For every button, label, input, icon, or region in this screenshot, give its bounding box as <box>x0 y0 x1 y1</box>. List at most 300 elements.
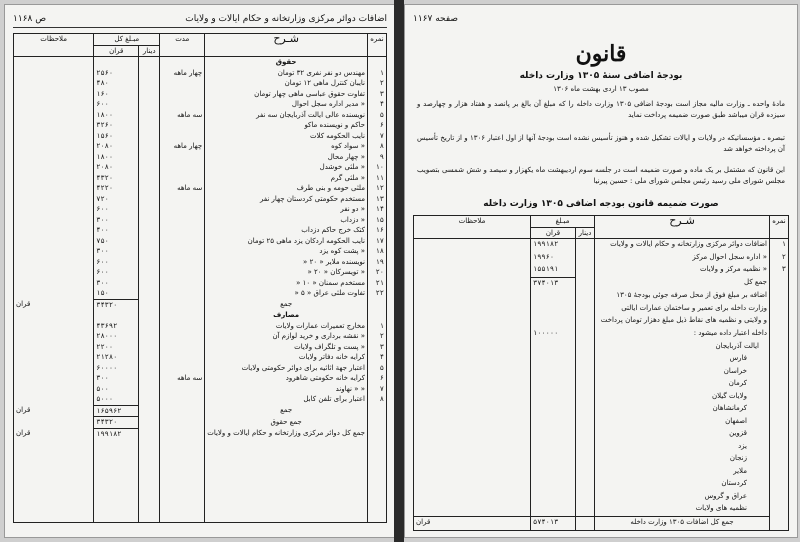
total-amount: ۵۷۴۰۱۳ <box>531 517 576 531</box>
duration-cell <box>160 331 205 342</box>
desc-cell: « پست و تلگراف ولایات <box>205 342 368 353</box>
table-row <box>414 252 789 265</box>
dinar-cell <box>139 321 160 332</box>
dinar-cell <box>576 328 595 341</box>
place-row <box>414 428 789 441</box>
dinar-cell <box>139 99 160 110</box>
dinar-cell <box>139 278 160 289</box>
desc-cell: « سواد کوه <box>205 141 368 152</box>
desc-cell: کرایه خانه حکومتی شاهرود <box>205 373 368 384</box>
qiran-cell: ۷۵۰ <box>94 236 139 247</box>
dinar-cell <box>139 267 160 278</box>
desc-cell: کرمانشاهان <box>595 403 770 416</box>
remarks-cell <box>14 310 94 321</box>
left-budget-table <box>13 33 387 523</box>
table-row <box>14 152 387 163</box>
note-line-row <box>414 315 789 328</box>
qiran-cell: ۲۲۰۰ <box>94 342 139 353</box>
row-no-cell: ۲۰ <box>368 267 387 278</box>
duration-cell <box>160 89 205 100</box>
desc-cell: « ملثی خوشدل <box>205 162 368 173</box>
total-unit <box>14 417 94 429</box>
total-label: جمع حقوق <box>205 417 368 429</box>
desc-cell: مهندس دو نفر نفری ۳۲ تومان <box>205 68 368 79</box>
row-no-cell: ۷ <box>368 384 387 395</box>
duration-cell <box>160 384 205 395</box>
duration-cell <box>160 352 205 363</box>
table-row <box>14 204 387 215</box>
qiran-cell: ۴۳۶۹۲ <box>94 321 139 332</box>
place-row <box>414 453 789 466</box>
duration-cell <box>160 131 205 142</box>
duration-cell <box>160 363 205 374</box>
total-amount: ۳۴۳۲۰ <box>94 417 139 429</box>
dinar-cell <box>576 315 595 328</box>
table-row <box>14 225 387 236</box>
remarks-cell <box>14 173 94 184</box>
qiran-cell: ۱۸۰۰ <box>94 152 139 163</box>
duration-cell: چهار ماهه <box>160 141 205 152</box>
dinar-cell <box>139 342 160 353</box>
desc-cell: ملثی حومه و بنی طرف <box>205 183 368 194</box>
grand-total-row <box>14 428 387 439</box>
col-remarks: ملاحظات <box>14 34 94 57</box>
col-row-no: نمره <box>368 34 387 57</box>
desc-cell: مخارج تعمیرات عمارات ولایات <box>205 321 368 332</box>
dinar-cell <box>576 403 595 416</box>
desc-cell: یزد <box>595 441 770 454</box>
qiran-cell: ۳۲۶۰ <box>94 120 139 131</box>
table-row <box>14 321 387 332</box>
row-no-cell <box>368 405 387 417</box>
qiran-cell <box>531 366 576 379</box>
law-subtitle: بودجهٔ اضافی سنهٔ ۱۳۰۵ وزارت داخله <box>519 71 683 81</box>
remarks-cell <box>14 141 94 152</box>
table-row <box>14 384 387 395</box>
table-row <box>14 68 387 79</box>
table-row <box>14 373 387 384</box>
duration-cell: سه ماهه <box>160 373 205 384</box>
qiran-cell: ۲۰۸۰ <box>94 162 139 173</box>
table-row <box>14 342 387 353</box>
row-no-cell <box>770 466 789 479</box>
place-row <box>414 378 789 391</box>
desc-cell: نایب الحکومه کلات <box>205 131 368 142</box>
qiran-cell: ۳۰۰ <box>94 373 139 384</box>
desc-cell: کرایه خانه دفاتر ولایات <box>205 352 368 363</box>
row-no-cell: ۲۲ <box>368 288 387 299</box>
duration-cell: چهار ماهه <box>160 68 205 79</box>
table-row <box>14 78 387 89</box>
table-row <box>414 264 789 277</box>
row-no-cell: ۲ <box>368 331 387 342</box>
remarks-cell <box>414 366 531 379</box>
row-no-cell: ۶ <box>368 120 387 131</box>
remarks-cell <box>14 120 94 131</box>
row-no-cell: ۱۵ <box>368 215 387 226</box>
desc-cell: نایبان کنترل ماهی ۱۲ تومان <box>205 78 368 89</box>
desc-cell: جمع کل <box>595 277 770 290</box>
qiran-cell: ۲۱۲۸۰ <box>94 352 139 363</box>
row-no-cell <box>368 57 387 68</box>
remarks-cell <box>14 162 94 173</box>
qiran-cell <box>531 315 576 328</box>
table-row <box>414 239 789 252</box>
qiran-cell: ۴۸۰ <box>94 78 139 89</box>
desc-cell: « نقشه برداری و خرید لوازم آن <box>205 331 368 342</box>
remarks-cell <box>14 204 94 215</box>
qiran-cell: ۳۰۰ <box>94 278 139 289</box>
col-desc: شـرح <box>205 34 368 57</box>
table-row <box>14 162 387 173</box>
dinar-cell <box>576 416 595 429</box>
dinar-cell <box>139 310 160 321</box>
duration-cell: سه ماهه <box>160 110 205 121</box>
col-duration: مدت <box>160 34 205 57</box>
desc-cell: « نظمیه مرکز و ولایات <box>595 264 770 277</box>
table-row <box>14 267 387 278</box>
row-no-cell: ۱۸ <box>368 246 387 257</box>
annex-title: صورت ضمیمه قانون بودجه اضافی ۱۳۰۵ وزارت داخله <box>483 199 719 209</box>
row-no-cell: ۱۰ <box>368 162 387 173</box>
desc-cell: نویسنده عالی ایالت آذربایجان سه نفر <box>205 110 368 121</box>
col-amount-total: مبـلغ کل <box>94 34 160 46</box>
table-row <box>14 194 387 205</box>
total-amount: ۳۴۳۲۰ <box>94 299 139 310</box>
row-no-cell <box>770 517 789 531</box>
row-no-cell: ۵ <box>368 363 387 374</box>
qiran-cell: ۴۰۰ <box>94 225 139 236</box>
duration-cell <box>160 194 205 205</box>
dinar-cell <box>139 57 160 68</box>
desc-cell: تفاوت ملثی عراق « ۵ « <box>205 288 368 299</box>
qiran-cell: ۳۰۰ <box>94 246 139 257</box>
desc-cell: نایب الحکومه اردکان یزد ماهی ۲۵ تومان <box>205 236 368 247</box>
col-qiran: قران <box>531 227 576 239</box>
place-row <box>414 391 789 404</box>
row-no-cell <box>770 353 789 366</box>
desc-cell: تفاوت حقوق عباسی ماهی چهار تومان <box>205 89 368 100</box>
remarks-cell <box>414 239 531 252</box>
row-no-cell <box>770 303 789 316</box>
remarks-cell <box>414 453 531 466</box>
remarks-cell <box>14 99 94 110</box>
row-no-cell: ۸ <box>368 394 387 405</box>
left-header-title: اضافات دوائر مرکزی وزارتخانه و حکام ایالات و ولایات <box>185 14 387 24</box>
table-row <box>14 173 387 184</box>
desc-cell: « دو نفر <box>205 204 368 215</box>
duration-cell <box>160 417 205 429</box>
qiran-cell: ۱۵۶۰ <box>94 131 139 142</box>
dinar-cell <box>139 89 160 100</box>
remarks-cell <box>414 290 531 303</box>
qiran-cell: ۲۸۰۰۰ <box>94 331 139 342</box>
row-no-cell: ۱۹ <box>368 257 387 268</box>
remarks-cell <box>414 315 531 328</box>
dinar-cell <box>576 303 595 316</box>
remarks-cell <box>414 403 531 416</box>
col-dinar: دینار <box>576 227 595 239</box>
total-unit: قران <box>14 428 94 439</box>
dinar-cell <box>139 299 160 310</box>
section-heading: مصارف <box>205 310 368 321</box>
desc-cell: مستخدم حکومتی کردستان چهار نفر <box>205 194 368 205</box>
law-title: قانون <box>575 41 627 67</box>
row-no-cell <box>770 441 789 454</box>
remarks-cell <box>414 478 531 491</box>
place-row <box>414 416 789 429</box>
total-unit: قران <box>414 517 531 531</box>
place-row <box>414 503 789 516</box>
remarks-cell <box>14 183 94 194</box>
row-no-cell <box>770 315 789 328</box>
row-no-cell: ۴ <box>368 99 387 110</box>
row-no-cell: ۱۳ <box>368 194 387 205</box>
dinar-cell <box>139 183 160 194</box>
table-row <box>14 215 387 226</box>
desc-cell: عراق و گروس <box>595 491 770 504</box>
dinar-cell <box>139 405 160 417</box>
col-remarks: ملاحظات <box>414 216 531 239</box>
remarks-cell <box>414 503 531 516</box>
dinar-cell <box>576 478 595 491</box>
qiran-cell <box>531 341 576 354</box>
duration-cell <box>160 162 205 173</box>
right-page <box>404 4 798 538</box>
place-row <box>414 466 789 479</box>
qiran-cell: ۱۹۹۱۸۲ <box>531 239 576 252</box>
qiran-cell <box>531 503 576 516</box>
place-row <box>414 478 789 491</box>
remarks-cell <box>14 236 94 247</box>
desc-cell: کتک خرج حاکم دزداب <box>205 225 368 236</box>
desc-cell: مستخدم سمنان « ۱۰ « <box>205 278 368 289</box>
dinar-cell <box>139 384 160 395</box>
row-no-cell <box>770 416 789 429</box>
dinar-cell <box>139 246 160 257</box>
row-no-cell <box>368 299 387 310</box>
total-amount: ۱۹۹۱۸۲ <box>94 428 139 439</box>
desc-cell: اصفهان <box>595 416 770 429</box>
dinar-cell <box>139 236 160 247</box>
duration-cell <box>160 310 205 321</box>
qiran-cell <box>531 391 576 404</box>
enactment-paragraph: این قانون که مشتمل بر یک ماده و صورت ضمیمه است در جلسه سوم اردیبهشت ماه یکهزار و سیصد و شش شمسی بتصویب مجلس شورای ملی رسید رئیس مجلس شورای ملی : حسین پیرنیا <box>417 166 785 185</box>
total-label: جمع <box>205 299 368 310</box>
dinar-cell <box>139 257 160 268</box>
remarks-cell <box>14 89 94 100</box>
desc-cell: ولایات گیلان <box>595 391 770 404</box>
remarks-cell <box>414 391 531 404</box>
remarks-cell <box>14 352 94 363</box>
duration-cell <box>160 173 205 184</box>
row-no-cell: ۱۱ <box>368 173 387 184</box>
place-row <box>414 403 789 416</box>
qiran-cell: ۵۰۰ <box>94 384 139 395</box>
table-row <box>14 363 387 374</box>
dinar-cell <box>576 441 595 454</box>
table-row <box>14 394 387 405</box>
qiran-cell: ۴۲۲۰ <box>94 183 139 194</box>
approval-date: مصوب ۱۳ اردی بهشت ماه ۱۳۰۶ <box>553 85 649 93</box>
dinar-cell <box>139 428 160 439</box>
row-no-cell: ۵ <box>368 110 387 121</box>
row-no-cell <box>770 403 789 416</box>
table-row <box>14 99 387 110</box>
qiran-cell <box>531 378 576 391</box>
qiran-cell: ۵۰۰۰ <box>94 394 139 405</box>
desc-cell: و ولایتی و نظمیه های نقاط ذیل مبلغ دهزار تومان پرداخت <box>595 315 770 328</box>
qiran-cell <box>531 453 576 466</box>
remarks-cell <box>14 246 94 257</box>
dinar-cell <box>576 264 595 277</box>
desc-cell: « چهار محال <box>205 152 368 163</box>
left-page-header <box>13 11 387 28</box>
remarks-cell <box>14 78 94 89</box>
left-page-number: ص ۱۱۶۸ <box>13 14 47 24</box>
qiran-cell: ۱۵۵۱۹۱ <box>531 264 576 277</box>
qiran-cell <box>94 57 139 68</box>
qiran-cell <box>531 491 576 504</box>
remarks-cell <box>14 321 94 332</box>
total-amount: ۱۶۵۹۶۲ <box>94 405 139 417</box>
row-no-cell: ۸ <box>368 141 387 152</box>
remarks-cell <box>14 342 94 353</box>
row-no-cell: ۱۶ <box>368 225 387 236</box>
qiran-cell: ۶۰۰ <box>94 99 139 110</box>
dinar-cell <box>139 215 160 226</box>
row-no-cell <box>770 378 789 391</box>
remarks-cell <box>14 57 94 68</box>
dinar-cell <box>139 225 160 236</box>
row-no-cell <box>770 328 789 341</box>
duration-cell <box>160 246 205 257</box>
duration-cell <box>160 428 205 439</box>
row-no-cell <box>368 428 387 439</box>
remarks-cell <box>14 215 94 226</box>
row-no-cell: ۴ <box>368 352 387 363</box>
dinar-cell <box>139 173 160 184</box>
row-no-cell <box>770 290 789 303</box>
place-row <box>414 353 789 366</box>
dinar-cell <box>576 341 595 354</box>
dinar-cell <box>576 391 595 404</box>
total-label: جمع کل دوائر مرکزی وزارتخانه و حکام ایالات و ولایات <box>205 428 368 439</box>
desc-cell: « ملثی گرم <box>205 173 368 184</box>
dinar-cell <box>139 363 160 374</box>
dinar-cell <box>139 352 160 363</box>
remarks-cell <box>14 384 94 395</box>
dinar-cell <box>139 288 160 299</box>
remarks-cell <box>14 267 94 278</box>
qiran-cell: ۱۵۰ <box>94 288 139 299</box>
row-no-cell: ۱۴ <box>368 204 387 215</box>
note-line-row <box>414 328 789 341</box>
row-no-cell: ۱ <box>770 239 789 252</box>
total-label: جمع <box>205 405 368 417</box>
remarks-cell <box>414 328 531 341</box>
empty-cell <box>205 439 368 523</box>
dinar-cell <box>139 204 160 215</box>
dinar-cell <box>139 162 160 173</box>
filler-row <box>14 439 387 523</box>
row-no-cell: ۷ <box>368 131 387 142</box>
row-no-cell: ۹ <box>368 152 387 163</box>
duration-cell <box>160 267 205 278</box>
total-unit: قران <box>14 405 94 417</box>
remarks-cell <box>14 373 94 384</box>
duration-cell <box>160 78 205 89</box>
desc-cell: « مدیر اداره سجل احوال <box>205 99 368 110</box>
duration-cell <box>160 152 205 163</box>
qiran-cell: ۲۵۶۰ <box>94 68 139 79</box>
dinar-cell <box>139 417 160 429</box>
dinar-cell <box>576 277 595 290</box>
qiran-cell: ۱۰۰۰۰۰ <box>531 328 576 341</box>
book-gutter <box>394 0 404 542</box>
dinar-cell <box>139 78 160 89</box>
empty-cell <box>139 439 160 523</box>
dinar-cell <box>576 517 595 531</box>
col-desc: شـرح <box>595 216 770 239</box>
qiran-cell: ۳۷۴۰۱۳ <box>531 277 576 290</box>
remarks-cell <box>14 194 94 205</box>
row-no-cell <box>770 341 789 354</box>
remarks-cell <box>14 288 94 299</box>
table-row <box>14 331 387 342</box>
qiran-cell <box>531 403 576 416</box>
duration-cell: سه ماهه <box>160 183 205 194</box>
remarks-cell <box>14 152 94 163</box>
duration-cell <box>160 120 205 131</box>
remarks-cell <box>414 252 531 265</box>
dinar-cell <box>139 120 160 131</box>
qiran-cell: ۳۰۰ <box>94 215 139 226</box>
desc-cell: ایالت آذربایجان <box>595 341 770 354</box>
empty-cell <box>368 439 387 523</box>
qiran-cell <box>531 290 576 303</box>
right-page-number: صفحه ۱۱۶۷ <box>413 14 459 24</box>
note-paragraph: تبصره ـ مؤسساتیکه در ولایات و ایالات تشکیل شده و هنوز تأسیس نشده است بودجهٔ آنها از اول اعتبار ۱۳۰۶ و از تاریخ تأسیس آن پرداخته خواهد شد <box>417 134 785 153</box>
row-no-cell <box>770 277 789 290</box>
row-no-cell: ۳ <box>368 89 387 100</box>
desc-cell: قزوین <box>595 428 770 441</box>
table-row <box>14 236 387 247</box>
qiran-cell: ۱۶۰ <box>94 89 139 100</box>
dinar-cell <box>139 110 160 121</box>
remarks-cell <box>14 278 94 289</box>
table-row <box>14 246 387 257</box>
desc-cell: « « نهاوند <box>205 384 368 395</box>
col-row-no: نمره <box>770 216 789 239</box>
expenses-total-row <box>14 405 387 417</box>
duration-cell <box>160 278 205 289</box>
remarks-cell <box>414 416 531 429</box>
qiran-cell: ۶۰۰ <box>94 267 139 278</box>
empty-cell <box>160 439 205 523</box>
remarks-cell <box>14 131 94 142</box>
remarks-cell <box>414 264 531 277</box>
row-no-cell <box>770 478 789 491</box>
row-no-cell <box>368 310 387 321</box>
desc-cell: کرمان <box>595 378 770 391</box>
table-row <box>14 141 387 152</box>
row-no-cell <box>770 503 789 516</box>
row-no-cell <box>770 428 789 441</box>
desc-cell: اضافات دوائر مرکزی وزارتخانه و حکام ایالات و ولایات <box>595 239 770 252</box>
duration-cell <box>160 288 205 299</box>
row-no-cell: ۱ <box>368 68 387 79</box>
